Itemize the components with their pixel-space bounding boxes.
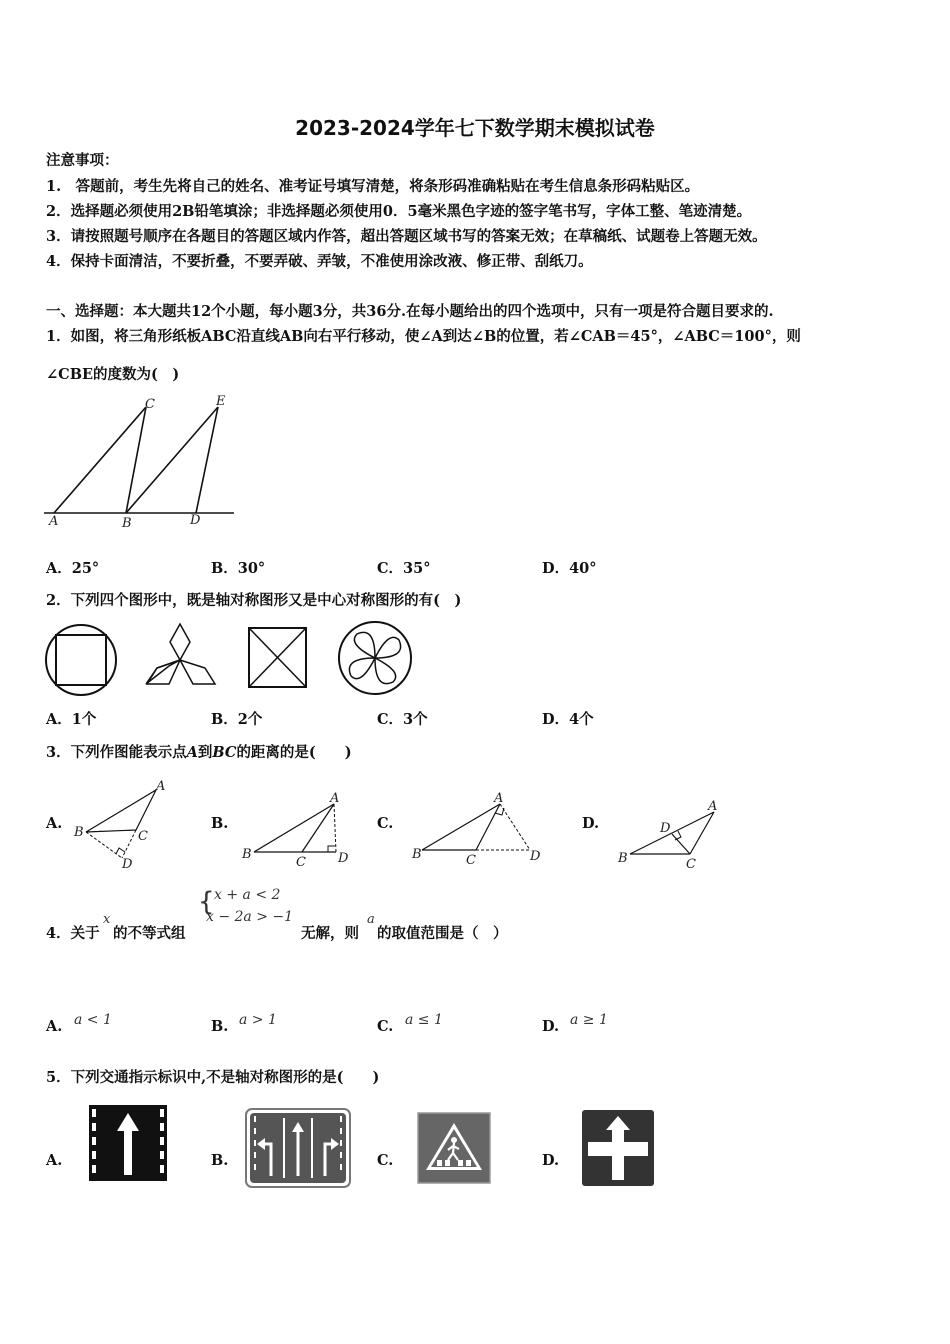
q3d-label-b: B bbox=[618, 851, 628, 866]
q3a-label-b: B bbox=[74, 825, 84, 840]
q3-option-b[interactable]: B. bbox=[211, 815, 229, 832]
q3-text-point-a: A bbox=[186, 744, 198, 761]
q1-label-d: D bbox=[190, 513, 201, 528]
q2-option-a[interactable]: A．1个 bbox=[46, 711, 97, 728]
q5-sign-straight-arrow bbox=[89, 1105, 167, 1181]
q3a-label-d: D bbox=[122, 857, 133, 872]
note-item-2: 2．选择题必须使用2B铅笔填涂；非选择题必须使用0．5毫米黑色字迹的签字笔书写，字体工整、笔迹清楚。 bbox=[46, 203, 752, 220]
q4-system-line1: x + a < 2 bbox=[214, 887, 281, 903]
q4-text-prefix: 4．关于 bbox=[46, 925, 100, 942]
q3c-label-a: A bbox=[494, 791, 504, 806]
q1-label-c: C bbox=[145, 397, 155, 412]
q1-label-e: E bbox=[216, 394, 226, 409]
q3-text-segment-bc: BC bbox=[212, 744, 237, 761]
q4-text-mid2: 无解，则 bbox=[301, 925, 359, 942]
q3-option-a[interactable]: A. bbox=[46, 815, 63, 832]
q3-figure-a bbox=[72, 780, 172, 872]
q5-option-a[interactable]: A. bbox=[46, 1152, 63, 1169]
q4-text-suffix: 的取值范围是（ ） bbox=[377, 925, 508, 942]
q4-option-a[interactable]: A. bbox=[46, 1018, 63, 1035]
q3b-label-a: A bbox=[330, 791, 340, 806]
q2-option-b[interactable]: B．2个 bbox=[211, 711, 263, 728]
q3-figure-b bbox=[240, 790, 360, 870]
q3a-label-a: A bbox=[156, 779, 166, 794]
q3-option-d[interactable]: D. bbox=[582, 815, 600, 832]
note-item-3: 3．请按照题号顺序在各题目的答题区域内作答，超出答题区域书写的答案无效；在草稿纸、试题卷上答题无效。 bbox=[46, 228, 767, 245]
q1-option-b[interactable]: B．30° bbox=[211, 560, 266, 577]
q3b-label-d: D bbox=[338, 851, 349, 866]
q1-label-b: B bbox=[122, 516, 132, 531]
q2-figure-square-x bbox=[248, 627, 308, 689]
q2-figure-circle-square bbox=[44, 623, 118, 697]
q1-option-d[interactable]: D．40° bbox=[542, 560, 597, 577]
q2-figure-flower bbox=[337, 620, 413, 696]
q4-option-c-value: a ≤ 1 bbox=[405, 1012, 443, 1028]
q1-option-c[interactable]: C．35° bbox=[377, 560, 431, 577]
q3-text bbox=[46, 743, 352, 763]
q5-sign-pedestrian-crossing bbox=[417, 1112, 491, 1184]
q4-var-a: a bbox=[367, 912, 375, 927]
q3-option-c[interactable]: C. bbox=[377, 815, 394, 832]
q3-figure-c bbox=[410, 790, 550, 870]
q3b-label-c: C bbox=[296, 855, 306, 870]
q3c-label-d: D bbox=[530, 849, 541, 864]
q5-option-b[interactable]: B. bbox=[211, 1152, 229, 1169]
q1-text-line2: ∠CBE的度数为( ) bbox=[46, 366, 180, 383]
q2-option-d[interactable]: D．4个 bbox=[542, 711, 594, 728]
q1-figure bbox=[44, 392, 240, 532]
q5-sign-lane-directions bbox=[245, 1108, 351, 1188]
note-item-4: 4．保持卡面清洁，不要折叠，不要弄破、弄皱，不准使用涂改液、修正带、刮纸刀。 bbox=[46, 253, 593, 270]
q1-option-a[interactable]: A．25° bbox=[46, 560, 100, 577]
q4-text-mid: 的不等式组 bbox=[113, 925, 186, 942]
q4-var-x: x bbox=[103, 912, 111, 927]
q4-option-c[interactable]: C. bbox=[377, 1018, 394, 1035]
section-heading: 一、选择题：本大题共12个小题，每小题3分，共36分.在每小题给出的四个选项中，只有一项是符合题目要求的. bbox=[46, 303, 774, 320]
q5-sign-intersection bbox=[582, 1110, 654, 1186]
q3d-label-d: D bbox=[660, 821, 671, 836]
q4-option-d-value: a ≥ 1 bbox=[570, 1012, 608, 1028]
page-title: 2023-2024学年七下数学期末模拟试卷 bbox=[295, 116, 655, 140]
q2-text: 2．下列四个图形中，既是轴对称图形又是中心对称图形的有( ) bbox=[46, 592, 462, 609]
q4-system-line2: x − 2a > −1 bbox=[206, 909, 294, 925]
q4-option-d[interactable]: D. bbox=[542, 1018, 560, 1035]
q2-figure-three-diamonds bbox=[143, 622, 219, 688]
note-item-1: 1. 答题前，考生先将自己的姓名、准考证号填写清楚，将条形码准确粘贴在考生信息条形码粘贴区。 bbox=[46, 178, 700, 195]
notes-heading: 注意事项： bbox=[46, 152, 119, 169]
q3d-label-a: A bbox=[708, 799, 718, 814]
q4-system-brace: { bbox=[198, 887, 215, 917]
q2-option-c[interactable]: C．3个 bbox=[377, 711, 428, 728]
q5-text: 5．下列交通指示标识中,不是轴对称图形的是( ) bbox=[46, 1069, 380, 1086]
q1-label-a: A bbox=[49, 514, 59, 529]
q3-figure-d bbox=[610, 796, 720, 872]
q3b-label-b: B bbox=[242, 847, 252, 862]
q3-text-suffix: 的距离的是( ) bbox=[236, 744, 352, 761]
q3d-label-c: C bbox=[686, 857, 696, 872]
q5-option-d[interactable]: D. bbox=[542, 1152, 560, 1169]
q3c-label-c: C bbox=[466, 853, 476, 868]
q4-option-b[interactable]: B. bbox=[211, 1018, 229, 1035]
q1-text-line1: 1．如图，将三角形纸板ABC沿直线AB向右平行移动，使∠A到达∠B的位置，若∠CAB＝45°，∠ABC＝100°，则 bbox=[46, 328, 801, 345]
q3-text-prefix: 3．下列作图能表示点 bbox=[46, 744, 187, 761]
q3-text-mid: 到 bbox=[197, 744, 213, 761]
q3a-label-c: C bbox=[138, 829, 148, 844]
q4-option-a-value: a < 1 bbox=[74, 1012, 112, 1028]
q4-option-b-value: a > 1 bbox=[239, 1012, 277, 1028]
q5-option-c[interactable]: C. bbox=[377, 1152, 394, 1169]
q3c-label-b: B bbox=[412, 847, 422, 862]
